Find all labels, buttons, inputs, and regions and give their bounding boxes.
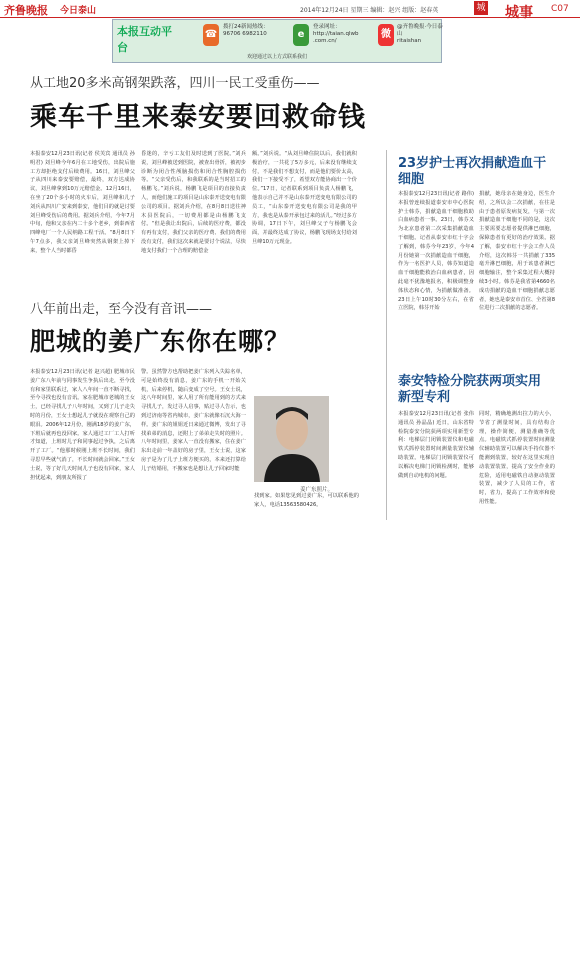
story1-headline: 乘车千里来泰安要回救命钱 bbox=[30, 102, 366, 133]
section-name: 城事 bbox=[505, 5, 533, 21]
story3-column-1: 本报泰安12月23日讯(记者 路伟) 本报曾连续报道泰安市中心医院护士韩芬，捐献造血干细胞救助白血病患者一事。23日，韩芬又为北京患者第二次采集捐献造血干细胞。记者从泰安市红十字会了解到，韩芬今年23岁，今年4月份她第一次捐献造血干细胞，作为一名医护人员，韩芬知道造血干细胞能救治白血病患者，因此毫不犹豫地报名，积极调整身体状态和心情，为捐献做准备。23日上午10时30分左右，在省立医院，韩芬开始 bbox=[398, 191, 474, 312]
story1-kicker: 从工地20多米高钢架跌落，四川一民工受重伤—— bbox=[30, 76, 320, 91]
web-address: 登录网址： http://taian.qlwb .com.cn/ bbox=[313, 24, 359, 44]
phone-icon: ☎ bbox=[203, 24, 219, 46]
interactive-platform-banner bbox=[112, 19, 442, 63]
story2-column-3: 找到家。如果您见到过姜广东，可以联系他的家人，电话13563580426。 bbox=[254, 493, 359, 508]
platform-title: 本报互动平台 bbox=[117, 25, 172, 54]
masthead bbox=[0, 0, 580, 21]
dateline: 2014年12月24日 星期三 编辑：赵兴 组版：赵春英 bbox=[300, 7, 439, 14]
edition-tagline: 今日泰山 bbox=[60, 6, 97, 16]
photo-caption: 姜广东照片。 bbox=[300, 487, 334, 493]
missing-person-photo bbox=[254, 396, 329, 482]
story1-column-2: 昏迷的，辛亏工友们及时送到了医院。”刘兵说，刘旦峰被送到医院，被查出骨折，被初步诊断为闭合性颅脑损伤和闭合性胸腔损伤等。“父亲受伤后，和我联系的是当时招工的杨鹏飞。”刘兵说，杨鹏飞是项目的直接负责人，而他们施工的项目是山东泰开送变电有限公司的项目。据刘兵介绍，在8月8日送往神木县医院后，一切费用都是由杨鹏飞支付。“但是我让出院后，后续的医疗费，都没有再有支付，我们父亲的医疗费、我们的费用没有支付，我们这次来就是要讨个说法，尽快地支付我们一个合理的赔偿金 bbox=[141, 151, 246, 254]
page-number: C07 bbox=[551, 4, 569, 14]
portrait-image bbox=[254, 396, 329, 482]
story3-headline: 23岁护士再次捐献造血干细胞 bbox=[398, 156, 547, 187]
web-icon: e bbox=[293, 24, 309, 46]
hotline-text: 拨打24新闻热线： 96706 6982110 bbox=[223, 24, 269, 37]
story2-headline: 肥城的姜广东你在哪？ bbox=[30, 327, 291, 356]
story2-kicker: 八年前出走，至今没有音讯—— bbox=[30, 302, 213, 317]
weibo-handle: @齐鲁晚报·今日泰山 ritaishan bbox=[397, 24, 443, 44]
story1-column-1: 本报泰安12月23日讯(记者 侯芙宾 通讯员 孙明君) 刘旦峰今年6月在工地受伤，出院后施工方却拒绝支付后续费用。16日，刘旦峰父子从四川来泰安要赔偿，最终，双方达成协议，刘旦峰拿到10万元赔偿金。12月16日，在坐了20个多小时的火车后，刘旦峰和儿子刘兵从四川广安来到泰安，他们目的就是讨要刘旦峰受伤后的费用。据刘兵介绍，今年7月中旬，他和父亲在内二十多个老乡，到泰西省四峰电厂一个人民纳路工程干活。“8月8日下午7点多，我父亲刘旦峰突然从钢架上掉下来，整个人当时都昏 bbox=[30, 151, 135, 254]
story2-column-2: 警。虽然警方也帮助把姜广东列入失踪名单，可是始终没有消息，姜广东的手机一开始关机，后来停机，随后变成了空号。王女士说，这八年时间里，家人用了所有能用到的方式来寻找儿子，发过寻人启事，贴过寻人告示，也到过济南等省内城市，姜广东就像石沉大海一样。姜广东的姐姐近日来通过微博，发出了寻找弟弟的消息，还附上了弟弟走失时的照片。八年时间里，姜家人一直没有搬家，住在姜广东出走前一年盖好的房子里，王女士说，这家房子是为了儿子上班方便买的，本来还打算给儿子结婚用，不搬家也是想让儿子回家时能 bbox=[141, 369, 246, 472]
column-divider bbox=[386, 150, 387, 520]
story4-headline: 泰安特检分院获两项实用新型专利 bbox=[398, 374, 542, 405]
story4-column-1: 本报泰安12月23日讯(记者 张伟 通讯员 孙晶晶) 近日，山东省特检院泰安分院获两项实用新型专利：电梯层门闭锁装置仪和电磁铁式抓停装置时间测量装置仪辅助装置。电梯层门闭锁装置仪可以解决电梯门闭锁检测时，能够做到自动电机的问题。 bbox=[398, 411, 474, 479]
story4-column-2: 同时，精确地测出拉力的大小，节省了测量时间，具有结构合理，操作简便，测量准确等优点。电磁铁式抓停装置时间测量仪辅助装置可以解决手持仪器不能测到装置，较好在这里实现自动装置装置，提高了安全作业的危险，适用电磁铁自动驱动装置装置，减少了人员的工作，省时，省力，提高了工作效率和使用性能。 bbox=[479, 411, 555, 505]
story3-column-2: 捐献，她母亲在她身边，医生介绍，之所以会二次捐献，在往是由于患者原发病复发，与第一次捐献造血干细胞不同的是，这次主要需要志愿者提供淋巴细胞，保障患者有更好的治疗效果。据了解，泰安市红十字会工作人员介绍，这次韩芬一共捐献了335毫升淋巴细胞，用于该患者淋巴细胞输注，整个采集过程大概持续3小时。韩芬是我省第4660名成功捐献的造血干细胞捐献志愿者，她也是泰安市首位、全省第8位进行二次捐献的志愿者。 bbox=[479, 191, 555, 312]
section-icon: 城 bbox=[474, 1, 488, 15]
story2-column-1: 本报泰安12月23日讯(记者 赵兴超) 肥城市民姜广东八年前与同事发生争执后出走，至今没有和家里联系过，家人八年间一直不断寻找，至今寻找也没有音讯。家在肥城市老城的王女士，已经寻找儿子八年时间，又到了儿子走失时的月份，王女士想起儿子就没在观察自己的眼泪。2006年12月份，刚满18岁的姜广东，下班后就再也没回家。家人通过工厂工人打听才知道，上班时儿子和同事起过争执，之后离开了工厂。“他那时候刚上班不长时间，我们寻思早些就气消了，不长时间就会回家。”王女士说，等了好几天时间儿子也没有回家，家人担忧起来，到朋友所报了 bbox=[30, 369, 135, 481]
weibo-icon: 微 bbox=[378, 24, 394, 46]
story1-column-3: 额。”刘兵说。“从刘旦峰住院以后，我们就积极治疗，一共花了5万多元，后来没有继续支付，不是我们不想支付，而是他们要价太高，我们一下接受不了，希望双方能协商出一个价位。”17日，记者联系到项目负责人杨鹏飞，他表示自己并不是山东泰开送变电有限公司的员工，“山东泰开送变电有限公司是我的甲方，我也是从泰开承包过来的活儿。”经过多方协调，17日下午，刘旦峰父子与杨鹏飞会面，并最终达成了协议，杨鹏飞现场支付给刘旦峰10万元现金。 bbox=[252, 151, 357, 245]
newspaper-logo: 齐鲁晚报 bbox=[4, 4, 48, 17]
platform-footer: 欢迎通过以上方式联系我们 bbox=[246, 54, 307, 60]
